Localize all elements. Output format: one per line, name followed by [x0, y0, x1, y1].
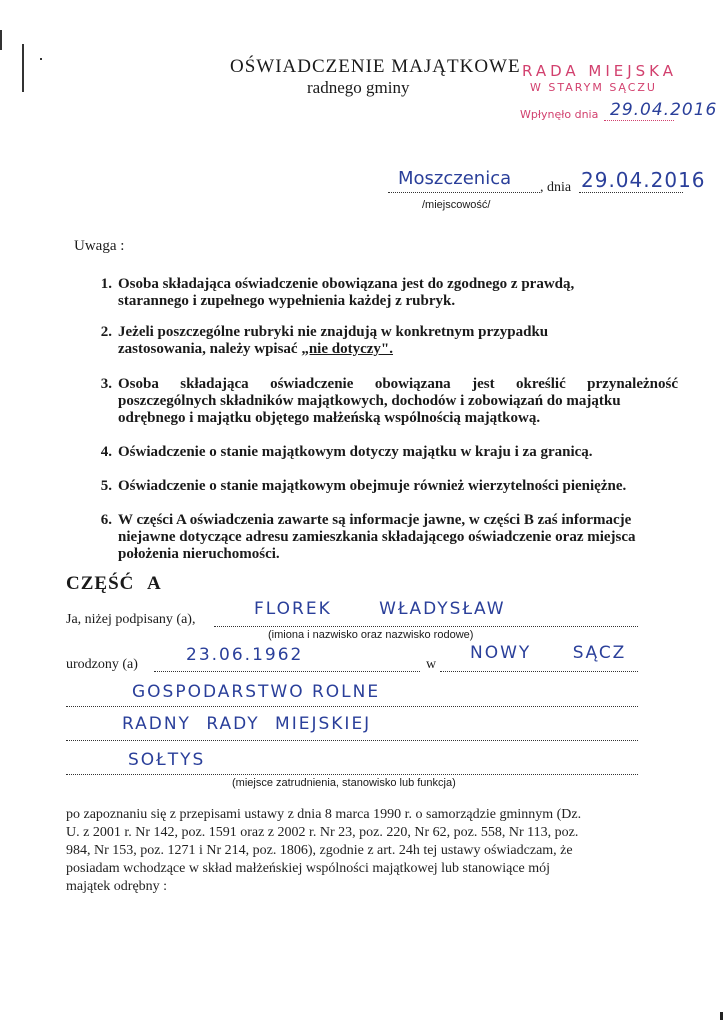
note-line: odrębnego i majątku objętego małżeńską wspólnością majątkową.	[118, 410, 541, 426]
document-subtitle: radnego gminy	[307, 78, 410, 97]
paragraph-line: U. z 2001 r. Nr 142, poz. 1591 oraz z 2002 r. Nr 23, poz. 220, Nr 62, poz. 558, Nr 113, poz.	[66, 825, 579, 840]
scan-mark	[22, 44, 24, 92]
name-label: Ja, niżej podpisany (a),	[66, 612, 196, 627]
employment-line-2: RADNY RADY MIEJSKIEJ	[122, 714, 372, 734]
place-value: Moszczenica	[398, 168, 512, 189]
note-line: Osoba składająca oświadczenie obowiązana jest do zgodnego z prawdą,	[118, 276, 575, 292]
scan-mark-dot	[40, 58, 42, 60]
document-title: OŚWIADCZENIE MAJĄTKOWE	[230, 56, 521, 77]
note-line: starannego i zupełnego wypełnienia każdej z rubryk.	[118, 293, 456, 309]
scan-mark-edge	[0, 30, 2, 50]
paragraph-line: 984, Nr 153, poz. 1271 i Nr 214, poz. 1806), zgodnie z art. 24h tej ustawy oświadczam, że	[66, 843, 573, 858]
note-number: 1.	[100, 276, 112, 292]
note-line: Oświadczenie o stanie majątkowym obejmuje również wierzytelności pieniężne.	[118, 478, 627, 494]
date-dots	[579, 192, 683, 193]
name-dots	[214, 626, 638, 627]
born-date-dots	[154, 671, 420, 672]
paragraph-line: posiadam wchodzące w skład małżeńskiej wspólności majątkowej lub stanowiące mój	[66, 861, 551, 876]
note-emphasis: „nie dotyczy".	[301, 341, 393, 357]
note-line: zastosowania, należy wpisać	[118, 341, 298, 357]
note-line: poszczególnych składników majątkowych, dochodów i zobowiązań do majątku	[118, 393, 621, 409]
scan-mark-corner	[720, 1012, 723, 1020]
stamp-line-1: RADA MIEJSKA	[522, 62, 678, 80]
declaration-paragraph	[66, 806, 638, 896]
stamp-received-date: 29.04.2016	[610, 100, 718, 120]
employment-dots-1	[66, 706, 638, 707]
note-line: Oświadczenie o stanie majątkowym dotyczy majątku w kraju i za granicą.	[118, 444, 593, 460]
registry-stamp	[518, 62, 718, 132]
paragraph-line: majątek odrębny :	[66, 879, 168, 894]
note-line: położenia nieruchomości.	[118, 546, 280, 562]
stamp-received-label: Wpłynęło dnia	[520, 108, 599, 121]
notes-heading: Uwaga :	[74, 238, 125, 254]
note-line: W części A oświadczenia zawarte są informacje jawne, w części B zaś informacje	[118, 512, 632, 528]
born-place-dots	[440, 671, 638, 672]
born-date-value: 23.06.1962	[186, 645, 304, 665]
name-value: FLOREK WŁADYSŁAW	[254, 599, 506, 619]
born-in-label: w	[426, 657, 437, 672]
place-caption: /miejscowość/	[422, 199, 491, 211]
born-label: urodzony (a)	[66, 657, 138, 672]
employment-line-1: GOSPODARSTWO ROLNE	[132, 682, 381, 702]
part-a-heading: CZĘŚĆ A	[66, 573, 162, 594]
employment-caption: (miejsce zatrudnienia, stanowisko lub funkcja)	[232, 777, 456, 789]
note-line: Jeżeli poszczególne rubryki nie znajdują w konkretnym przypadku	[118, 324, 549, 340]
place-dots	[388, 192, 540, 193]
note-number: 2.	[100, 324, 112, 340]
employment-dots-3	[66, 774, 638, 775]
name-caption: (imiona i nazwisko oraz nazwisko rodowe)	[268, 629, 474, 641]
note-number: 5.	[100, 478, 112, 494]
note-number: 6.	[100, 512, 112, 528]
employment-dots-2	[66, 740, 638, 741]
note-line: niejawne dotyczące adresu zamieszkania składającego oświadczenie oraz miejsca	[118, 529, 636, 545]
date-label: , dnia	[540, 180, 572, 195]
stamp-received-dots	[604, 120, 674, 121]
note-number: 3.	[100, 376, 112, 392]
born-place-value: NOWY SĄCZ	[470, 643, 627, 663]
note-line: Osoba składająca oświadczenie obowiązana jest określić przynależność	[118, 376, 678, 392]
paragraph-line: po zapoznaniu się z przepisami ustawy z dnia 8 marca 1990 r. o samorządzie gminnym (Dz.	[66, 807, 582, 822]
note-number: 4.	[100, 444, 112, 460]
employment-line-3: SOŁTYS	[128, 750, 206, 770]
date-value: 29.04.2016	[581, 168, 706, 192]
stamp-line-2: W STARYM SĄCZU	[530, 81, 657, 94]
